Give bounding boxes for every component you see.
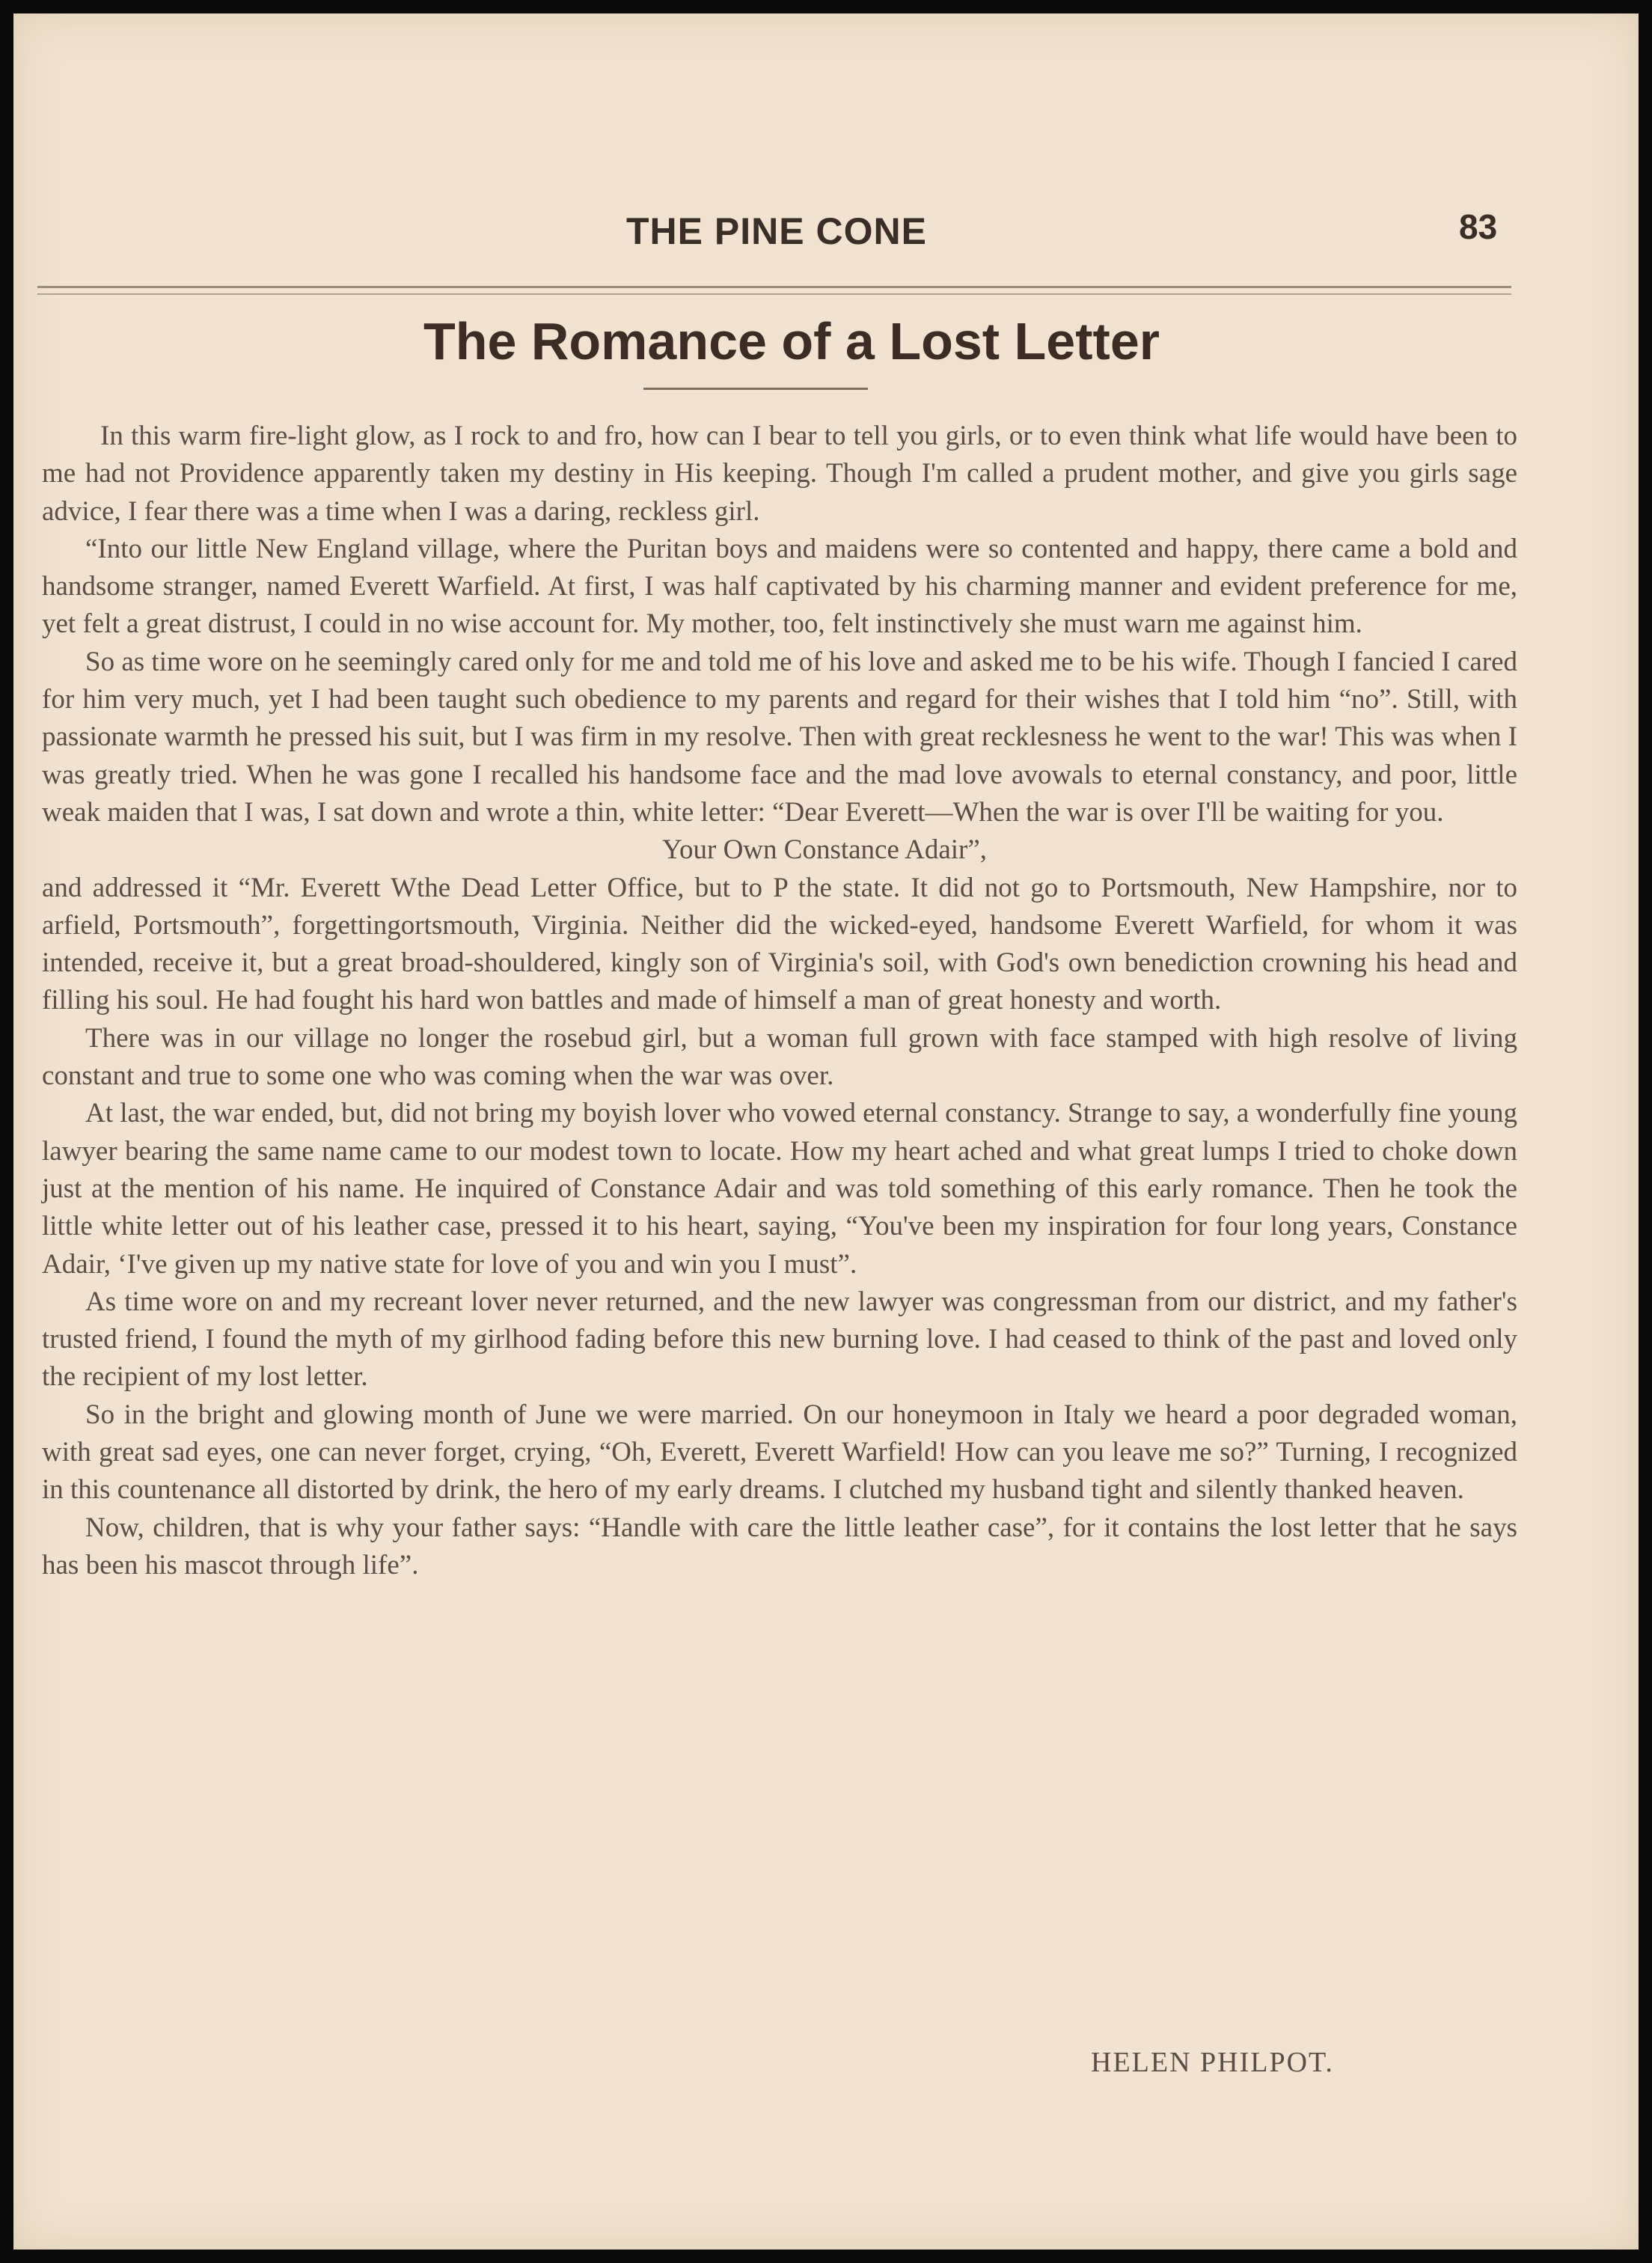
paragraph-2: “Into our little New England village, where the Puritan boys and maidens were so contented and happy, there came a bold and handsome stranger, named Everett Warfield. At first, I was half captivated by his charming manner and evident preference for me, yet felt a great distrust, I could in no wise account for. My mother, too, felt instinctively she must warn me against him. (42, 533, 1517, 640)
header-rule-secondary (37, 293, 1511, 295)
letter-signoff: Your Own Constance Adair”, (661, 834, 988, 866)
paragraph-7: As time wore on and my recreant lover never returned, and the new lawyer was congressman from our district, and my father's trusted friend, I found the myth of my girlhood fading before this new burning love. I had ceased to think of the past and loved only the recipient of my lost letter. (42, 1286, 1517, 1393)
paragraph-8: So in the bright and glowing month of June we were married. On our honeymoon in Italy we heard a poor degraded woman, with great sad eyes, one can never forget, crying, “Oh, Everett, Everett Warfield! How can you leave me so?” Turning, I recognized in this countenance all distorted by drink, the hero of my early dreams. I clutched my husband tight and silently thanked heaven. (42, 1399, 1517, 1506)
paragraph-9: Now, children, that is why your father says: “Handle with care the little leather case”, for it contains the lost letter that he says has been his mascot through life”. (42, 1512, 1517, 1581)
article-body (42, 418, 1517, 1584)
title-underline (643, 388, 868, 390)
paragraph-4: and addressed it “Mr. Everett Wthe Dead Letter Office, but to P the state. It did not go to Portsmouth, New Hampshire, nor to arfield, Portsmouth”, forgettingortsmouth, Virginia. Neither did the wicked-eyed, handsome Everett Warfield, for whom it was intended, receive it, but a great broad-shouldered, kingly son of Virginia's soil, with God's own benediction crowning his head and filling his soul. He had fought his hard won battles and made of himself a man of great honesty and worth. (42, 872, 1517, 1016)
page-number: 83 (1459, 207, 1498, 246)
paragraph-5: There was in our village no longer the rosebud girl, but a woman full grown with face stamped with high resolve of living constant and true to some one who was coming when the war was over. (42, 1022, 1517, 1092)
paragraph-3: So as time wore on he seemingly cared only for me and told me of his love and asked me to be his wife. Though I fancied I cared for him very much, yet I had been taught such obedience to my parents and regard for their wishes that I told him “no”. Still, with passionate warmth he pressed his suit, but I was firm in my resolve. Then with great recklesness he went to the war! This was when I was greatly tried. When he was gone I recalled his handsome face and the mad love avowals to eternal constancy, and poor, little weak maiden that I was, I sat down and wrote a thin, white letter: “Dear Everett—When the war is over I'll be waiting for you. (42, 646, 1517, 828)
author-byline: HELEN PHILPOT. (1091, 2047, 1334, 2078)
publication-title: THE PINE CONE (626, 210, 927, 252)
document-page (13, 13, 1639, 2250)
article-title: The Romance of a Lost Letter (423, 312, 1160, 370)
header-rule (37, 286, 1511, 288)
paragraph-6: At last, the war ended, but, did not bring my boyish lover who vowed eternal constancy. Strange to say, a wonderfully fine young lawyer bearing the same name came to our modest town to locate. How my heart ached and what great lumps I tried to choke down just at the mention of his name. He inquired of Constance Adair and was told something of this early romance. Then he took the little white letter out of his leather case, pressed it to his heart, saying, “You've been my inspiration for four long years, Constance Adair, ‘I've given up my native state for love of you and win you I must”. (42, 1098, 1517, 1280)
paragraph-1: In this warm fire-light glow, as I rock to and fro, how can I bear to tell you girls, or to even think what life would have been to me had not Providence apparently taken my destiny in His keeping. Though I'm called a prudent mother, and give you girls sage advice, I fear there was a time when I was a daring, reckless girl. (42, 421, 1517, 527)
